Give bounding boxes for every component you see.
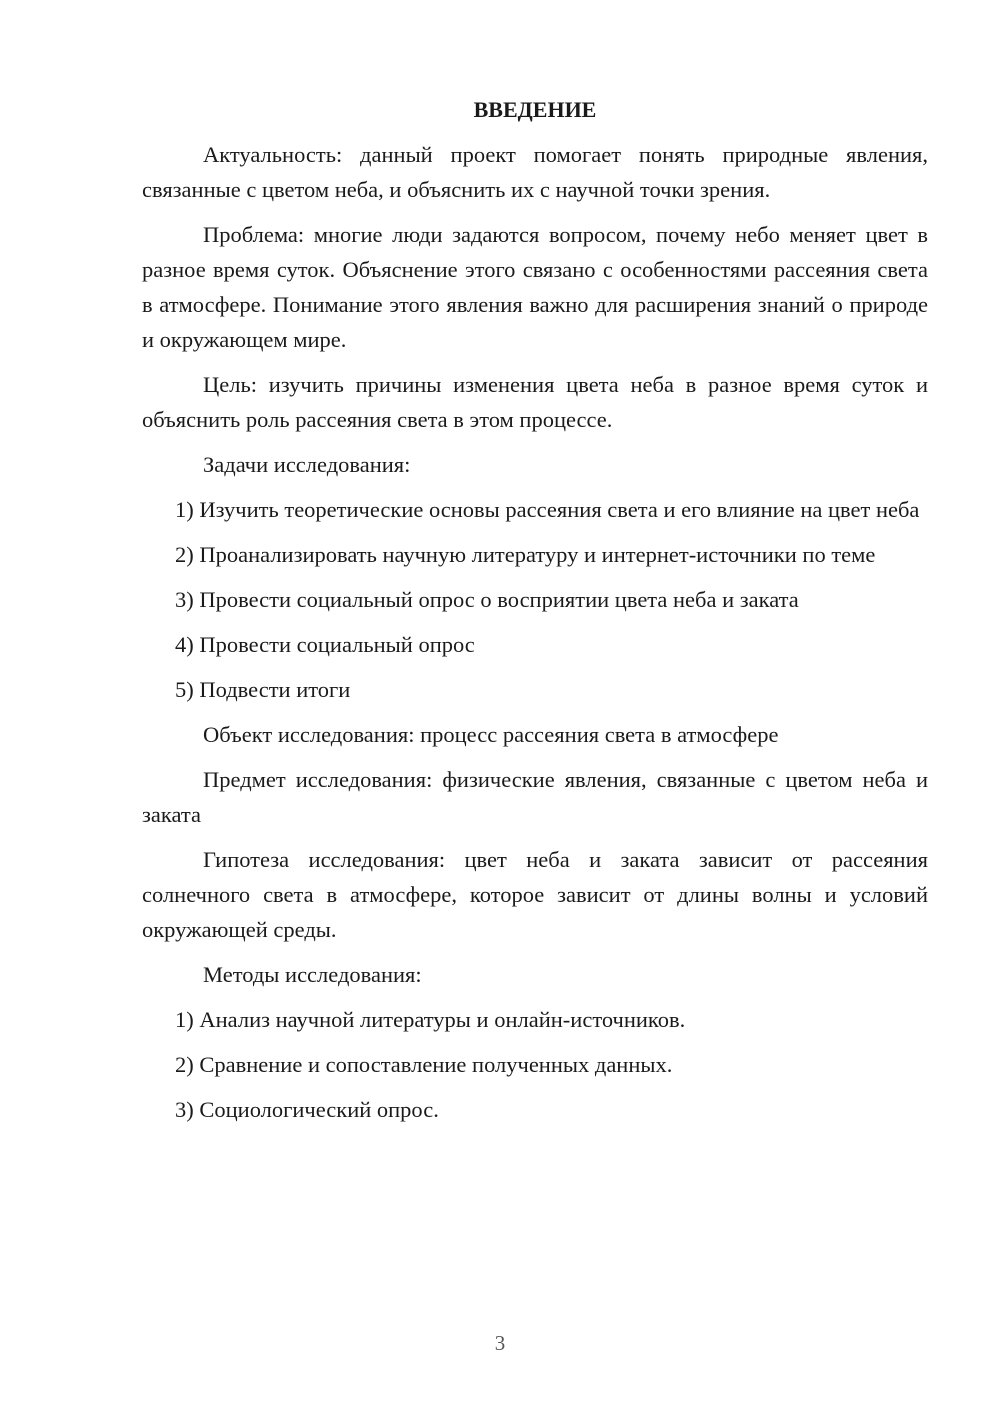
document-page: [142, 92, 928, 1137]
task-item-4: 4) Провести социальный опрос: [175, 632, 475, 657]
tasks-title: Задачи исследования:: [203, 452, 411, 477]
method-item-3: 3) Социологический опрос.: [175, 1097, 439, 1122]
task-item-5: 5) Подвести итоги: [175, 677, 351, 702]
task-item-3: 3) Провести социальный опрос о восприятии цвета неба и заката: [175, 587, 799, 612]
task-item-2: 2) Проанализировать научную литературу и интернет-источники по теме: [175, 542, 876, 567]
methods-title: Методы исследования:: [203, 962, 422, 987]
method-item-1: 1) Анализ научной литературы и онлайн-источников.: [175, 1007, 686, 1032]
page-number: 3: [494, 1331, 506, 1355]
problem-paragraph: Проблема: многие люди задаются вопросом, почему небо меняет цвет в разное время суток. Объяснение этого связано с особенностями рассеяния света в атмосфере. Понимание этого явления важно для расширения знаний о природе и окружающем мире.: [142, 222, 928, 352]
subject-paragraph: Предмет исследования: физические явления, связанные с цветом неба и заката: [142, 767, 928, 827]
relevance-paragraph: Актуальность: данный проект помогает понять природные явления, связанные с цветом неба, и объяснить их с научной точки зрения.: [142, 142, 928, 202]
object-paragraph: Объект исследования: процесс рассеяния света в атмосфере: [203, 722, 779, 747]
task-item-1: 1) Изучить теоретические основы рассеяния света и его влияние на цвет неба: [175, 497, 920, 522]
hypothesis-paragraph: Гипотеза исследования: цвет неба и заката зависит от рассеяния солнечного света в атмосфере, которое зависит от длины волны и условий окружающей среды.: [142, 847, 928, 942]
goal-paragraph: Цель: изучить причины изменения цвета неба в разное время суток и объяснить роль рассеяния света в этом процессе.: [142, 372, 928, 432]
method-item-2: 2) Сравнение и сопоставление полученных данных.: [175, 1052, 673, 1077]
section-heading: ВВЕДЕНИЕ: [473, 97, 597, 122]
